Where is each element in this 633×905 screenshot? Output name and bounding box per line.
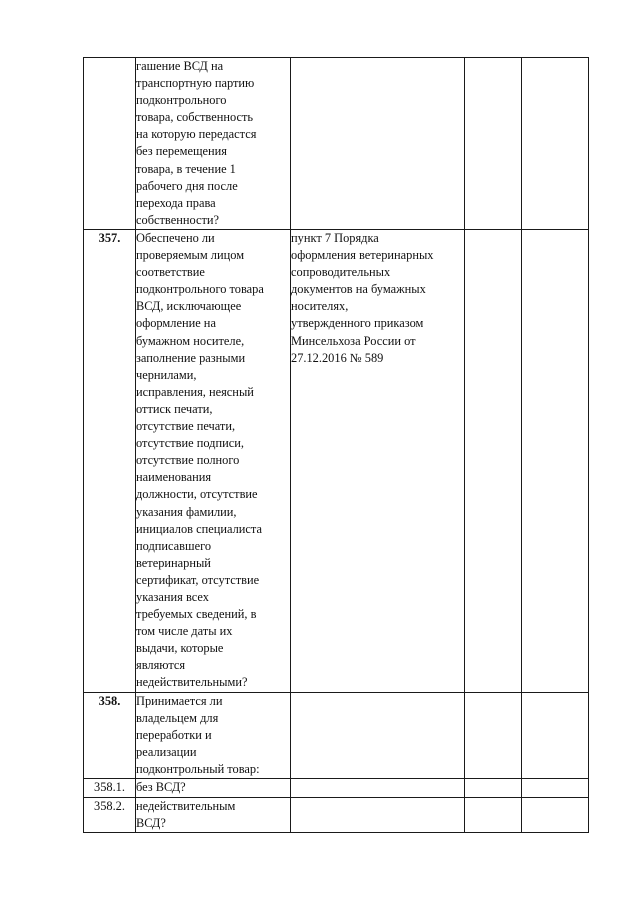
text-line: исправления, неясный (136, 384, 254, 399)
checklist-table (83, 57, 589, 833)
question-cell (136, 779, 291, 798)
reference-cell (291, 230, 465, 693)
text-line: сертификат, отсутствие (136, 572, 260, 587)
item-number: 358.1. (84, 779, 136, 798)
text-line: подконтрольный товар: (136, 761, 260, 776)
text-line: отсутствие полного (136, 453, 240, 468)
text-line: пункт 7 Порядка (291, 231, 379, 245)
text-line: чернилами, (136, 367, 197, 382)
notes-cell (522, 58, 589, 230)
text-line: наименования (136, 470, 212, 485)
text-line: должности, отсутствие (136, 487, 258, 502)
text-line: Обеспечено ли (136, 231, 215, 245)
reference-cell (291, 58, 465, 230)
question-cell (136, 692, 291, 778)
question-cell (136, 58, 291, 230)
table-row (84, 798, 589, 833)
text-line: товара, в течение 1 (136, 161, 236, 176)
question-text (136, 779, 290, 796)
text-line: проверяемым лицом (136, 248, 245, 263)
table-row (84, 779, 589, 798)
text-line: рабочего дня после (136, 178, 238, 193)
answer-cell (465, 230, 522, 693)
text-line: бумажном носителе, (136, 333, 245, 348)
text-line: переработки и (136, 727, 212, 742)
text-line: недействительным (136, 799, 236, 813)
notes-cell (522, 692, 589, 778)
text-line: соответствие (136, 265, 205, 280)
text-line: выдачи, которые (136, 641, 224, 656)
answer-cell (465, 798, 522, 833)
answer-cell (465, 779, 522, 798)
text-line: недействительными? (136, 675, 248, 690)
item-number: 358.2. (84, 798, 136, 833)
notes-cell (522, 779, 589, 798)
text-line: на которую передастся (136, 127, 257, 142)
text-line: реализации (136, 744, 197, 759)
text-line: Минсельхоза России от (291, 333, 416, 348)
item-number: 358. (84, 692, 136, 778)
reference-cell (291, 692, 465, 778)
text-line: заполнение разными (136, 350, 246, 365)
text-line: собственности? (136, 212, 220, 227)
answer-cell (465, 692, 522, 778)
text-line: подконтрольного товара (136, 282, 264, 297)
text-line: перехода права (136, 195, 216, 210)
text-line: Принимается ли (136, 693, 223, 708)
item-number (84, 58, 136, 230)
text-line: отсутствие подписи, (136, 436, 244, 451)
text-line: указания фамилии, (136, 504, 237, 519)
text-line: оформление на (136, 316, 216, 331)
text-line: том числе даты их (136, 624, 233, 639)
question-cell (136, 230, 291, 693)
text-line: инициалов специалиста (136, 521, 262, 536)
question-text (136, 58, 290, 229)
text-line: подконтрольного (136, 93, 227, 108)
text-line: сопроводительных (291, 265, 391, 280)
reference-text (291, 230, 464, 367)
question-text (136, 798, 290, 832)
text-line: оформления ветеринарных (291, 248, 434, 263)
text-line: 27.12.2016 № 589 (291, 350, 384, 365)
text-line: требуемых сведений, в (136, 607, 257, 622)
notes-cell (522, 230, 589, 693)
text-line: без перемещения (136, 144, 227, 159)
question-text (136, 693, 290, 778)
item-number: 357. (84, 230, 136, 693)
text-line: являются (136, 658, 186, 673)
table-row (84, 58, 589, 230)
reference-cell (291, 798, 465, 833)
text-line: владельцем для (136, 710, 219, 725)
text-line: документов на бумажных (291, 282, 426, 297)
text-line: указания всех (136, 589, 209, 604)
text-line: носителях, (291, 299, 349, 314)
text-line: ветеринарный (136, 555, 211, 570)
answer-cell (465, 58, 522, 230)
text-line: ВСД, исключающее (136, 299, 242, 314)
text-line: ВСД? (136, 816, 166, 831)
text-line: отсутствие печати, (136, 419, 236, 434)
question-text (136, 230, 290, 692)
text-line: без ВСД? (136, 780, 186, 794)
text-line: оттиск печати, (136, 401, 213, 416)
question-cell (136, 798, 291, 833)
text-line: товара, собственность (136, 110, 254, 125)
table-row (84, 230, 589, 693)
notes-cell (522, 798, 589, 833)
reference-cell (291, 779, 465, 798)
text-line: гашение ВСД на (136, 59, 224, 73)
table-row (84, 692, 589, 778)
text-line: подписавшего (136, 538, 212, 553)
text-line: утвержденного приказом (291, 316, 424, 331)
text-line: транспортную партию (136, 76, 255, 91)
